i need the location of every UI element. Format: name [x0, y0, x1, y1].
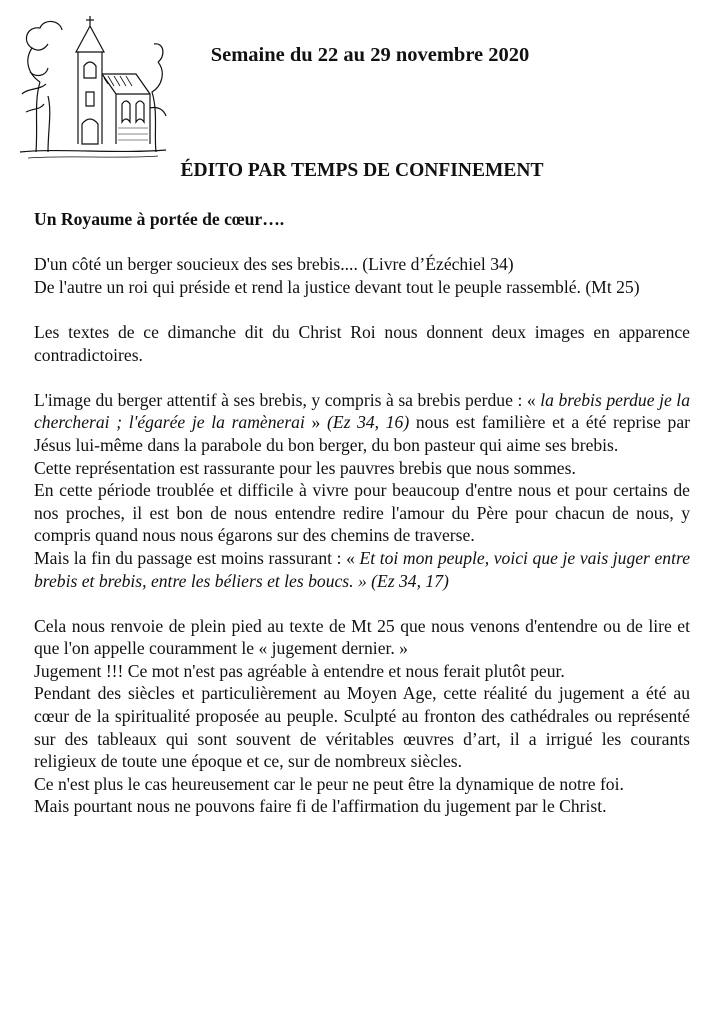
paragraph-fear: Ce n'est plus le cas heureusement car le peur ne peut être la dynamique de notre foi. — [34, 773, 624, 794]
paragraph-affirmation: Mais pourtant nous ne pouvons faire fi de l'affirmation du jugement par le Christ. — [34, 796, 607, 817]
paragraph-troubled-time: En cette période troublée et difficile à vivre pour beaucoup d'entre nous et pour certains de nos proches, il est bon de nous entendre redire l'amour du Père pour chacun de nous, y compris quand nous nous égarons sur des chemins de traverse. — [34, 480, 690, 546]
quote-run: Et toi mon peuple, voici que je vais juger entre brebis et brebis, entre les béliers et les boucs. » (Ez 34, 17) — [34, 547, 690, 591]
church-sketch-icon — [18, 12, 168, 162]
article-subtitle: Un Royaume à portée de cœur…. — [34, 209, 285, 229]
text-run: L'image du berger attentif à ses brebis, y compris à sa brebis perdue : « — [34, 389, 541, 410]
reference-run: (Ez 34, 16) — [326, 412, 410, 433]
week-title: Semaine du 22 au 29 novembre 2020 — [210, 44, 530, 66]
paragraph-judgement: Jugement !!! Ce mot n'est pas agréable à entendre et nous ferait plutôt peur. — [34, 660, 565, 681]
paragraph-mt25: Cela nous renvoie de plein pied au texte de Mt 25 que nous venons d'entendre ou de lire et que l'on appelle couramment le « jugement dernier. » — [34, 615, 690, 659]
paragraph-middle-ages: Pendant des siècles et particulièrement au Moyen Age, cette réalité du jugement a été au cœur de la spiritualité proposée au peuple. Sculpté au fronton des cathédrales ou représenté sur des tableaux qui sont souvent de véritables œuvres d’art, il a irrigué les courants religieux de toute une époque et ce, sur de nombreux siècles. — [34, 683, 690, 772]
text-run: Mais la fin du passage est moins rassurant : « — [34, 547, 360, 568]
text-run: nous est familière et a été reprise par Jésus lui-même dans la parabole du bon berger, du bon pasteur qui aime ses brebis. — [34, 412, 691, 455]
paragraph-end-passage — [34, 547, 690, 592]
text-run: » — [304, 412, 327, 433]
edito-title: ÉDITO PAR TEMPS DE CONFINEMENT — [180, 160, 544, 181]
quote-run: la brebis perdue je la chercherai ; l'égarée je la ramènerai — [34, 389, 690, 433]
paragraph-king: De l'autre un roi qui préside et rend la justice devant tout le peuple rassemblé. (Mt 25) — [34, 276, 640, 297]
paragraph-sunday-texts: Les textes de ce dimanche dit du Christ Roi nous donnent deux images en apparence contradictoires. — [34, 321, 690, 365]
paragraph-reassuring: Cette représentation est rassurante pour les pauvres brebis que nous sommes. — [34, 457, 576, 478]
article-body — [34, 208, 690, 818]
paragraph-shepherd-image — [34, 389, 690, 457]
paragraph-shepherd: D'un côté un berger soucieux des ses brebis.... (Livre d’Ézéchiel 34) — [34, 254, 514, 275]
